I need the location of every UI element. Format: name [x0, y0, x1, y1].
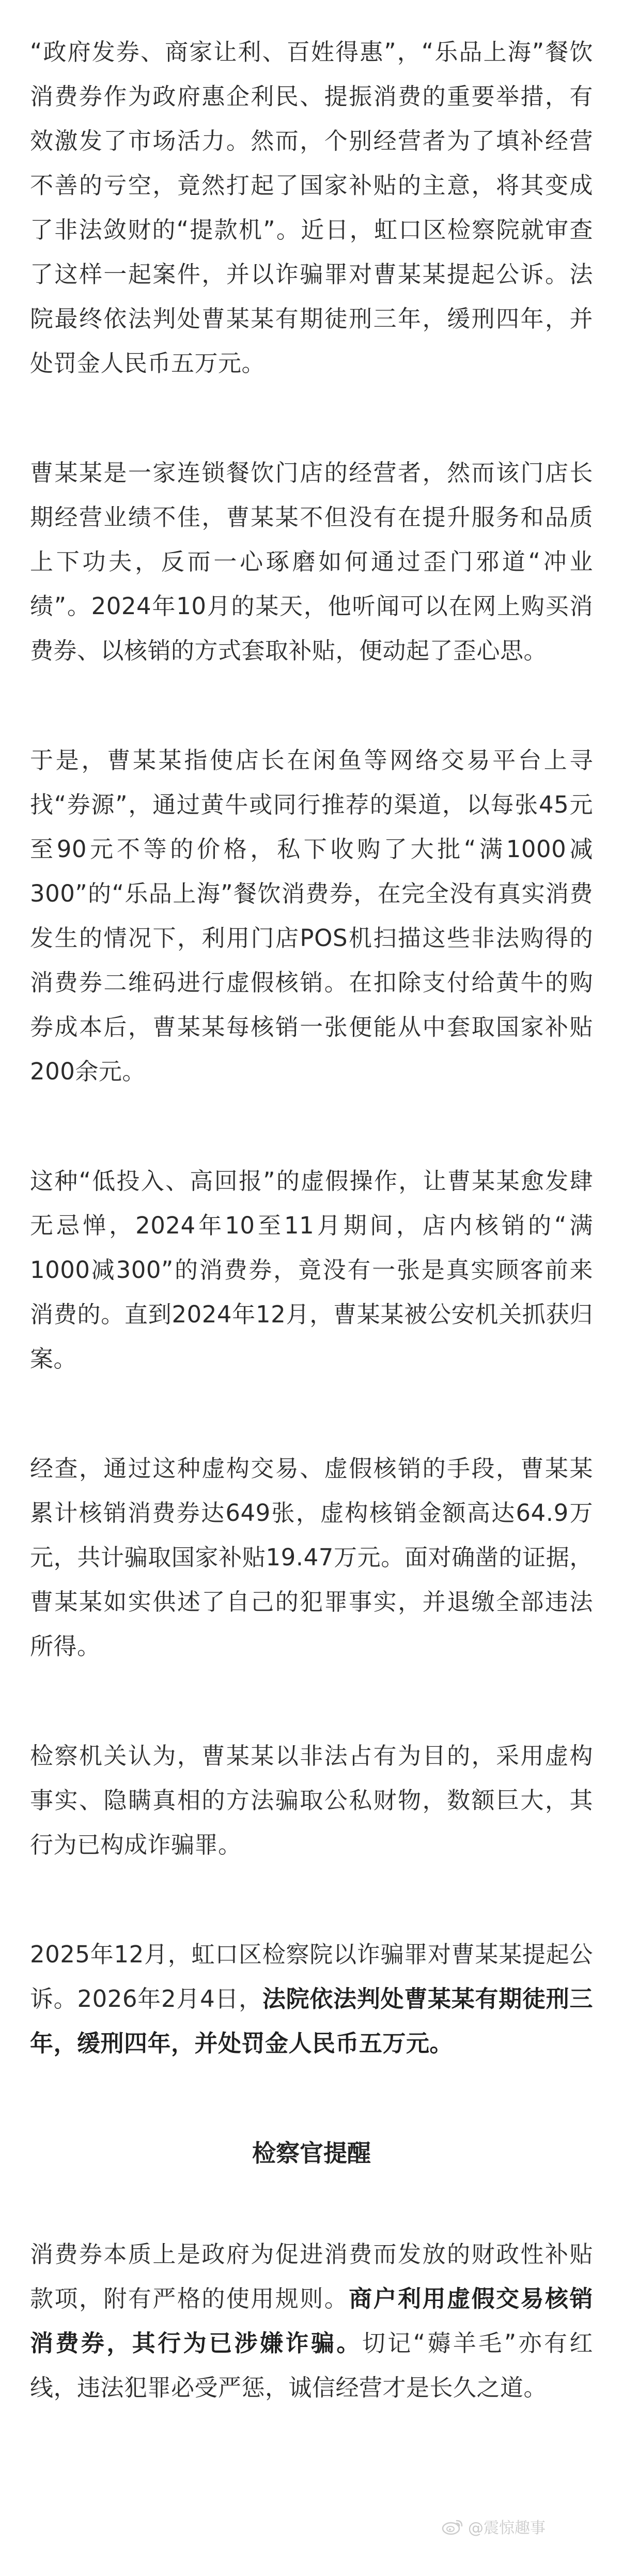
weibo-icon: [441, 2518, 464, 2535]
paragraph-intro: “政府发券、商家让利、百姓得惠”，“乐品上海”餐饮消费券作为政府惠企利民、提振消费的重要举措，有效激发了市场活力。然而，个别经营者为了填补经营不善的亏空，竟然打起了国家补贴的主意，将其变成了非法敛财的“提款机”。近日，虹口区检察院就审查了这样一起案件，并以诈骗罪对曹某某提起公诉。法院最终依法判处曹某某有期徒刑三年，缓刑四年，并处罚金人民币五万元。: [30, 38, 593, 377]
reminder-bold-text: 商户利用虚假交易核销消费券，其行为已涉嫌诈骗。: [30, 2285, 593, 2357]
verdict-bold-text: 法院依法判处曹某某有期徒刑三年，缓刑四年，并处罚金人民币五万元。: [30, 1985, 593, 2057]
paragraph-escalation: 这种“低投入、高回报”的虚假操作，让曹某某愈发肆无忌惮，2024年10至11月期间，店内核销的“满1000减300”的消费券，竟没有一张是真实顾客前来消费的。直到2024年12月，曹某某被公安机关抓获归案。: [30, 1167, 593, 1373]
paragraph-prosecution-view: 检察机关认为，曹某某以非法占有为目的，采用虚构事实、隐瞒真相的方法骗取公私财物，数额巨大，其行为已构成诈骗罪。: [30, 1742, 593, 1858]
paragraph-reminder: [30, 2232, 593, 2410]
reminder-text-2: 切记“薅羊毛”亦有红线，违法犯罪必受严惩，诚信经营才是长久之道。: [30, 2329, 593, 2401]
watermark-text: @震惊趣事: [468, 2519, 546, 2537]
paragraph-verdict: [30, 1932, 593, 2066]
paragraph-scheme: 于是，曹某某指使店长在闲鱼等网络交易平台上寻找“券源”，通过黄牛或同行推荐的渠道，以每张45元至90元不等的价格，私下收购了大批“满1000减300”的“乐品上海”餐饮消费券，在完全没有真实消费发生的情况下，利用门店POS机扫描这些非法购得的消费券二维码进行虚假核销。在扣除支付给黄牛的购券成本后，曹某某每核销一张便能从中套取国家补贴200余元。: [30, 746, 593, 1085]
section-heading: 检察官提醒: [252, 2139, 371, 2167]
verdict-plain-text: 2025年12月，虹口区检察院以诈骗罪对曹某某提起公诉。2026年2月4日，: [30, 1941, 593, 2013]
reminder-text-1: 消费券本质上是政府为促进消费而发放的财政性补贴款项，附有严格的使用规则。: [30, 2240, 593, 2312]
paragraph-investigation: 经查，通过这种虚构交易、虚假核销的手段，曹某某累计核销消费券达649张，虚构核销金额高达64.9万元，共计骗取国家补贴19.47万元。面对确凿的证据，曹某某如实供述了自己的犯罪事实，并退缴全部违法所得。: [30, 1455, 593, 1660]
paragraph-background: 曹某某是一家连锁餐饮门店的经营者，然而该门店长期经营业绩不佳，曹某某不但没有在提升服务和品质上下功夫，反而一心琢磨如何通过歪门邪道“冲业绩”。2024年10月的某天，他听闻可以在网上购买消费券、以核销的方式套取补贴，便动起了歪心思。: [30, 459, 593, 664]
article-body: [30, 30, 593, 2410]
watermark: [441, 2515, 546, 2538]
